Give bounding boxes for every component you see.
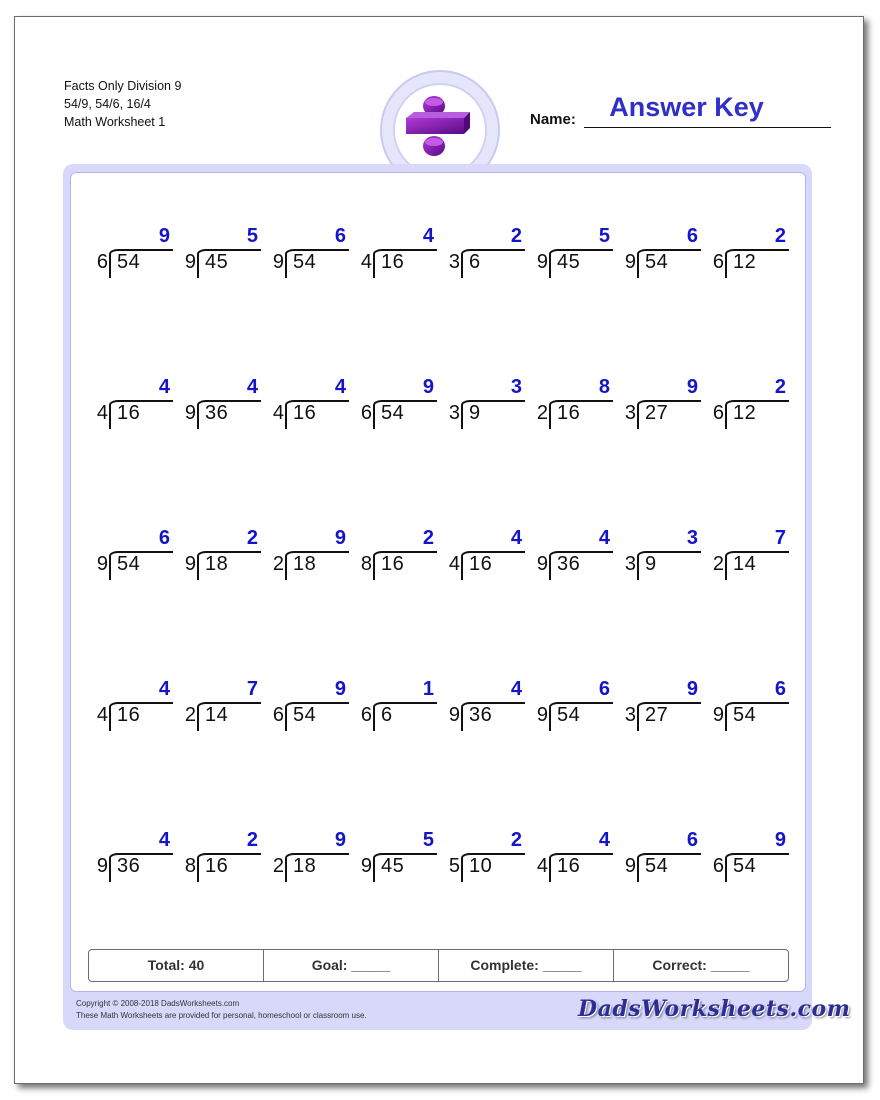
- quotient-answer: 6: [598, 678, 610, 700]
- worksheet-number: Math Worksheet 1: [64, 115, 166, 129]
- dividend: 54: [117, 251, 141, 273]
- divisor: 2: [536, 402, 548, 424]
- divisor: 4: [272, 402, 284, 424]
- divisor: 9: [624, 251, 636, 273]
- divisor: 6: [360, 704, 372, 726]
- division-problem: [528, 678, 618, 738]
- quotient-answer: 4: [510, 527, 522, 549]
- divisor: 6: [712, 251, 724, 273]
- division-sign-icon: [400, 88, 476, 168]
- divisor: 9: [184, 251, 196, 273]
- dividend: 16: [117, 402, 141, 424]
- division-problem: [704, 829, 794, 889]
- dividend: 54: [733, 704, 757, 726]
- division-problem: [440, 225, 530, 285]
- divisor: 9: [184, 553, 196, 575]
- division-problem: [616, 678, 706, 738]
- divisor: 6: [712, 402, 724, 424]
- quotient-answer: 9: [686, 376, 698, 398]
- worksheet-info: [64, 77, 181, 131]
- dividend: 36: [557, 553, 581, 575]
- quotient-answer: 4: [246, 376, 258, 398]
- dividend: 54: [117, 553, 141, 575]
- name-label: Name:: [530, 111, 576, 128]
- divisor: 2: [184, 704, 196, 726]
- dividend: 16: [557, 855, 581, 877]
- dividend: 16: [293, 402, 317, 424]
- dividend: 45: [381, 855, 405, 877]
- divisor: 4: [96, 704, 108, 726]
- quotient-answer: 9: [686, 678, 698, 700]
- division-problem: [88, 829, 178, 889]
- division-problem: [352, 376, 442, 436]
- divisor: 9: [712, 704, 724, 726]
- division-problem: [616, 225, 706, 285]
- dividend: 54: [293, 704, 317, 726]
- dividend: 27: [645, 704, 669, 726]
- division-problem: [440, 829, 530, 889]
- divisor: 6: [712, 855, 724, 877]
- divisor: 9: [536, 251, 548, 273]
- quotient-answer: 2: [510, 225, 522, 247]
- name-field-line: [584, 127, 831, 128]
- divisor: 2: [712, 553, 724, 575]
- quotient-answer: 5: [598, 225, 610, 247]
- dividend: 36: [117, 855, 141, 877]
- divisor: 3: [624, 553, 636, 575]
- quotient-answer: 3: [510, 376, 522, 398]
- divisor: 2: [272, 553, 284, 575]
- quotient-answer: 4: [422, 225, 434, 247]
- divisor: 6: [272, 704, 284, 726]
- division-problem: [616, 376, 706, 436]
- dividend: 16: [469, 553, 493, 575]
- divisor: 4: [96, 402, 108, 424]
- divisor: 9: [360, 855, 372, 877]
- division-problem: [88, 678, 178, 738]
- division-problem: [176, 678, 266, 738]
- total-cell: Total: 40: [147, 957, 205, 973]
- division-problem: [704, 225, 794, 285]
- division-problem: [88, 225, 178, 285]
- dadsworksheets-logo: DadsWorksheets.com: [578, 996, 851, 1022]
- dividend: 54: [733, 855, 757, 877]
- quotient-answer: 4: [598, 829, 610, 851]
- dividend: 18: [293, 855, 317, 877]
- division-problem: [440, 376, 530, 436]
- dividend: 54: [645, 855, 669, 877]
- dividend: 16: [117, 704, 141, 726]
- divisor: 6: [96, 251, 108, 273]
- copyright-text: Copyright © 2008-2018 DadsWorksheets.com: [76, 999, 240, 1008]
- dividend: 18: [205, 553, 229, 575]
- correct-cell: Correct: _____: [613, 950, 788, 981]
- dividend: 36: [469, 704, 493, 726]
- divisor: 5: [448, 855, 460, 877]
- divisor: 4: [536, 855, 548, 877]
- dividend: 54: [293, 251, 317, 273]
- divisor: 8: [360, 553, 372, 575]
- division-problem: [176, 829, 266, 889]
- footer: [76, 998, 367, 1022]
- divisor: 3: [448, 251, 460, 273]
- dividend: 18: [293, 553, 317, 575]
- divisor: 9: [536, 704, 548, 726]
- division-problem: [528, 225, 618, 285]
- division-problem: [616, 527, 706, 587]
- divisor: 6: [360, 402, 372, 424]
- dividend: 14: [733, 553, 757, 575]
- quotient-answer: 5: [422, 829, 434, 851]
- divisor: 9: [184, 402, 196, 424]
- dividend: 9: [469, 402, 481, 424]
- quotient-answer: 6: [158, 527, 170, 549]
- quotient-answer: 7: [774, 527, 786, 549]
- quotient-answer: 2: [422, 527, 434, 549]
- dividend: 45: [205, 251, 229, 273]
- quotient-answer: 9: [334, 678, 346, 700]
- usage-note: These Math Worksheets are provided for personal, homeschool or classroom use.: [76, 1011, 367, 1020]
- quotient-answer: 5: [246, 225, 258, 247]
- dividend: 14: [205, 704, 229, 726]
- quotient-answer: 9: [158, 225, 170, 247]
- dividend: 16: [205, 855, 229, 877]
- quotient-answer: 9: [334, 829, 346, 851]
- divisor: 3: [448, 402, 460, 424]
- quotient-answer: 1: [422, 678, 434, 700]
- dividend: 9: [645, 553, 657, 575]
- quotient-answer: 4: [334, 376, 346, 398]
- division-problem: [704, 376, 794, 436]
- dividend: 12: [733, 402, 757, 424]
- divisor: 4: [360, 251, 372, 273]
- division-problem: [264, 829, 354, 889]
- division-problem: [704, 527, 794, 587]
- score-bar: [88, 949, 789, 982]
- division-problem: [528, 376, 618, 436]
- worksheet-title: Facts Only Division 9: [64, 79, 182, 93]
- division-problem: [88, 527, 178, 587]
- division-problem: [352, 225, 442, 285]
- dividend: 54: [381, 402, 405, 424]
- divisor: 9: [624, 855, 636, 877]
- division-problem: [264, 376, 354, 436]
- divisor: 9: [448, 704, 460, 726]
- division-problem: [176, 527, 266, 587]
- quotient-answer: 3: [686, 527, 698, 549]
- division-problem: [616, 829, 706, 889]
- division-problem: [264, 527, 354, 587]
- divisor: 3: [624, 704, 636, 726]
- quotient-answer: 2: [774, 376, 786, 398]
- dividend: 36: [205, 402, 229, 424]
- divisor: 9: [272, 251, 284, 273]
- worksheet-subtitle: 54/9, 54/6, 16/4: [64, 97, 151, 111]
- division-problem: [176, 376, 266, 436]
- goal-cell: Goal: _____: [263, 950, 438, 981]
- complete-cell: Complete: _____: [438, 950, 613, 981]
- quotient-answer: 8: [598, 376, 610, 398]
- quotient-answer: 7: [246, 678, 258, 700]
- divisor: 8: [184, 855, 196, 877]
- quotient-answer: 2: [774, 225, 786, 247]
- dividend: 27: [645, 402, 669, 424]
- division-problem: [176, 225, 266, 285]
- divisor: 9: [96, 553, 108, 575]
- quotient-answer: 9: [774, 829, 786, 851]
- division-problem: [88, 376, 178, 436]
- division-problem: [440, 527, 530, 587]
- quotient-answer: 4: [158, 829, 170, 851]
- divisor: 2: [272, 855, 284, 877]
- quotient-answer: 4: [510, 678, 522, 700]
- division-problem: [352, 527, 442, 587]
- quotient-answer: 2: [246, 527, 258, 549]
- answer-key-title: Answer Key: [609, 92, 764, 122]
- division-problem: [440, 678, 530, 738]
- quotient-answer: 6: [774, 678, 786, 700]
- divisor: 9: [536, 553, 548, 575]
- division-problem: [704, 678, 794, 738]
- dividend: 16: [381, 553, 405, 575]
- quotient-answer: 6: [334, 225, 346, 247]
- quotient-answer: 4: [158, 678, 170, 700]
- quotient-answer: 9: [334, 527, 346, 549]
- division-problem: [528, 527, 618, 587]
- dividend: 10: [469, 855, 493, 877]
- divisor: 3: [624, 402, 636, 424]
- division-problem: [264, 225, 354, 285]
- divisor: 4: [448, 553, 460, 575]
- dividend: 6: [381, 704, 393, 726]
- dividend: 16: [381, 251, 405, 273]
- division-problem: [352, 678, 442, 738]
- divisor: 9: [96, 855, 108, 877]
- quotient-answer: 2: [510, 829, 522, 851]
- division-problem: [352, 829, 442, 889]
- quotient-answer: 2: [246, 829, 258, 851]
- division-problem: [528, 829, 618, 889]
- dividend: 45: [557, 251, 581, 273]
- quotient-answer: 4: [158, 376, 170, 398]
- quotient-answer: 4: [598, 527, 610, 549]
- dividend: 6: [469, 251, 481, 273]
- dividend: 12: [733, 251, 757, 273]
- quotient-answer: 6: [686, 225, 698, 247]
- dividend: 54: [557, 704, 581, 726]
- quotient-answer: 6: [686, 829, 698, 851]
- quotient-answer: 9: [422, 376, 434, 398]
- division-problem: [264, 678, 354, 738]
- dividend: 16: [557, 402, 581, 424]
- dividend: 54: [645, 251, 669, 273]
